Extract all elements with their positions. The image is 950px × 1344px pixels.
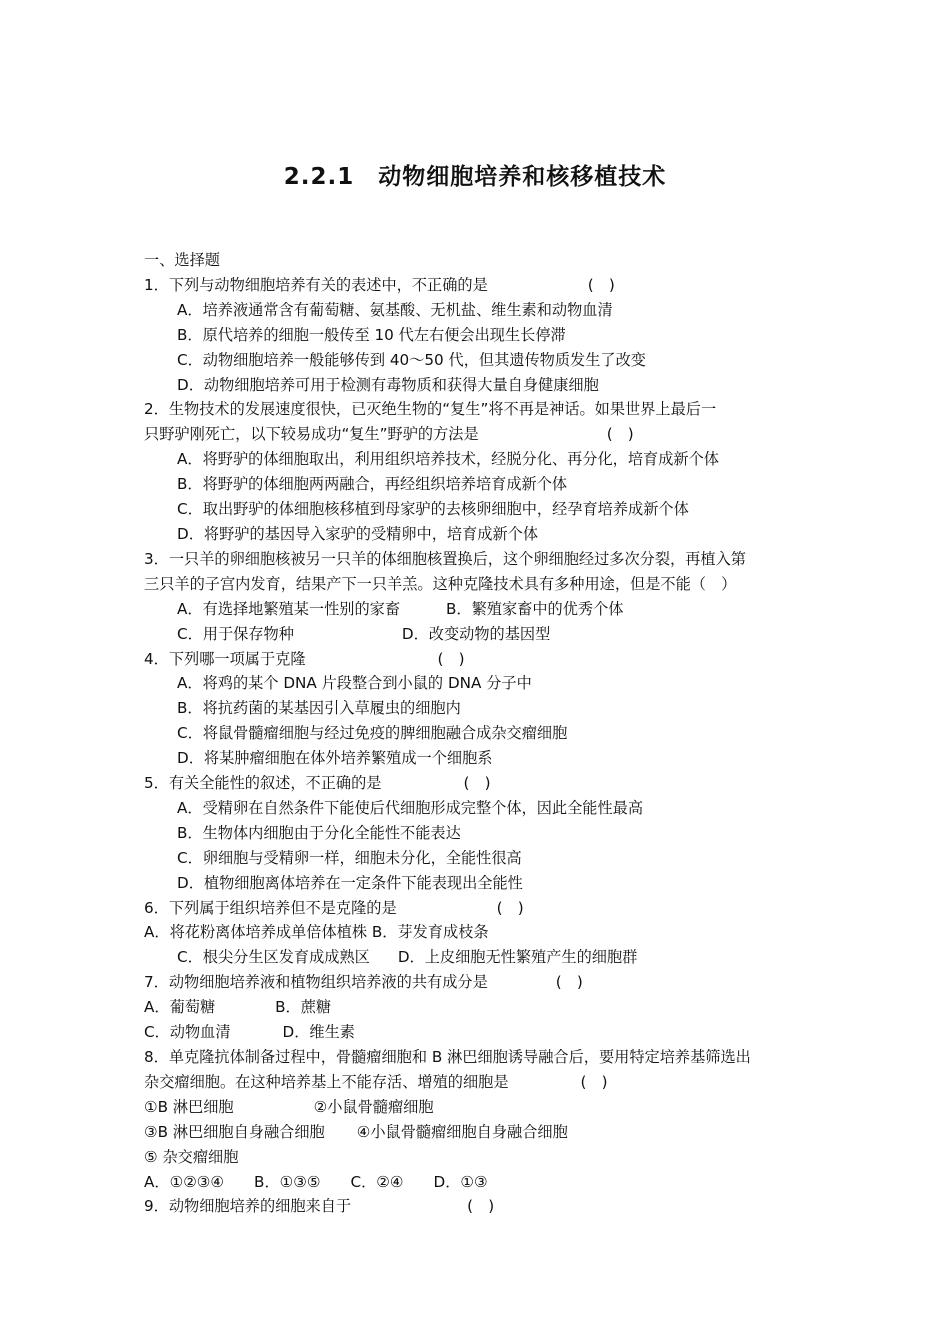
page-title: 2.2.1 动物细胞培养和核移植技术	[283, 164, 667, 190]
question-9-text: 9．动物细胞培养的细胞来自于	[144, 1197, 352, 1216]
option-c: C．动物血清	[144, 1023, 231, 1042]
option-b: B．繁殖家畜中的优秀个体	[446, 599, 624, 618]
question-6-stem	[144, 896, 824, 921]
answer-paren: ( )	[587, 275, 615, 294]
item-3: ③B 淋巴细胞自身融合细胞	[144, 1122, 325, 1141]
option-b: B．原代培养的细胞一般传至 10 代左右便会出现生长停滞	[177, 325, 566, 344]
item-4: ④小鼠骨髓瘤细胞自身融合细胞	[356, 1122, 568, 1141]
question-3-stem-line2: 三只羊的子宫内发育，结果产下一只羊羔。这种克隆技术具有多种用途，但是不能（ ）	[144, 574, 737, 593]
answer-paren: ( )	[463, 774, 491, 793]
items-12	[144, 1095, 824, 1120]
option-c: C．动物细胞培养一般能够传到 40～50 代，但其遗传物质发生了改变	[177, 350, 646, 369]
item-5: ⑤ 杂交瘤细胞	[144, 1147, 239, 1166]
option-a: A．受精卵在自然条件下能使后代细胞形成完整个体，因此全能性最高	[177, 798, 644, 817]
option-d: D．①③	[433, 1172, 488, 1191]
option-b: B．将抗药菌的某基因引入草履虫的细胞内	[177, 699, 461, 718]
answer-paren: ( )	[437, 649, 465, 668]
question-4-text: 4．下列哪一项属于克隆	[144, 649, 306, 668]
option-a: A．有选择地繁殖某一性别的家畜	[177, 599, 401, 618]
option-a: A．①②③④	[144, 1172, 225, 1191]
question-6-text: 6．下列属于组织培养但不是克隆的是	[144, 898, 397, 917]
question-1-stem	[144, 273, 824, 298]
question-3-stem-line1: 3．一只羊的卵细胞核被另一只羊的体细胞核置换后，这个卵细胞经过多次分裂，再植入第	[144, 549, 746, 568]
question-9-stem	[144, 1194, 824, 1219]
option-a: A．葡萄糖	[144, 998, 216, 1017]
options-cd	[144, 945, 824, 970]
option-c: C．将鼠骨髓瘤细胞与经过免疫的脾细胞融合成杂交瘤细胞	[177, 724, 568, 743]
option-d: D．上皮细胞无性繁殖产生的细胞群	[397, 948, 638, 967]
question-2-stem-line2	[144, 422, 824, 447]
options-cd	[144, 1020, 824, 1045]
answer-paren: ( )	[606, 425, 634, 444]
option-c: C．②④	[350, 1172, 404, 1191]
option-d: D．动物细胞培养可用于检测有毒物质和获得大量自身健康细胞	[177, 375, 599, 394]
question-1-text: 1．下列与动物细胞培养有关的表述中，不正确的是	[144, 275, 488, 294]
option-b: B．蔗糖	[275, 998, 332, 1017]
options-ab	[144, 597, 824, 622]
options-cd	[144, 622, 824, 647]
section-heading: 一、选择题	[144, 251, 220, 269]
question-8-stem-line1: 8．单克隆抗体制备过程中，骨髓瘤细胞和 B 淋巴细胞诱导融合后，要用特定培养基筛选出	[144, 1048, 751, 1066]
options-ab: A．将花粉离体培养成单倍体植株 B．芽发育成枝条	[144, 923, 489, 942]
item-1: ①B 淋巴细胞	[144, 1097, 234, 1116]
answer-paren: ( )	[467, 1197, 495, 1216]
option-c: C．取出野驴的体细胞核移植到母家驴的去核卵细胞中，经孕育培养成新个体	[177, 500, 689, 519]
option-b: B．①③⑤	[254, 1172, 321, 1191]
item-2: ②小鼠骨髓瘤细胞	[313, 1097, 434, 1116]
option-c: C．卵细胞与受精卵一样，细胞未分化，全能性很高	[177, 848, 522, 867]
option-a: A．将野驴的体细胞取出，利用组织培养技术，经脱分化、再分化，培育成新个体	[177, 450, 719, 469]
items-34	[144, 1120, 824, 1145]
question-4-stem	[144, 647, 824, 672]
options-abcd	[144, 1170, 824, 1195]
option-d: D．改变动物的基因型	[401, 624, 551, 643]
option-a: A．将鸡的某个 DNA 片段整合到小鼠的 DNA 分子中	[177, 674, 532, 693]
question-5-stem	[144, 771, 824, 796]
option-d: D．将某肿瘤细胞在体外培养繁殖成一个细胞系	[177, 749, 493, 768]
answer-paren: ( )	[555, 973, 583, 992]
option-a: A．培养液通常含有葡萄糖、氨基酸、无机盐、维生素和动物血清	[177, 300, 613, 319]
option-c: C．根尖分生区发育成成熟区	[177, 948, 370, 967]
answer-paren: ( )	[496, 898, 524, 917]
question-8-text: 杂交瘤细胞。在这种培养基上不能存活、增殖的细胞是	[144, 1072, 509, 1091]
question-5-text: 5．有关全能性的叙述，不正确的是	[144, 774, 382, 793]
option-c: C．用于保存物种	[177, 624, 294, 643]
question-8-stem-line2	[144, 1070, 824, 1095]
question-2-text: 只野驴刚死亡，以下较易成功“复生”野驴的方法是	[144, 425, 479, 444]
answer-paren: ( )	[580, 1072, 608, 1091]
option-d: D．植物细胞离体培养在一定条件下能表现出全能性	[177, 873, 523, 892]
option-b: B．将野驴的体细胞两两融合，再经组织培养培育成新个体	[177, 475, 568, 494]
options-ab	[144, 995, 824, 1020]
question-7-text: 7．动物细胞培养液和植物组织培养液的共有成分是	[144, 973, 488, 992]
option-d: D．将野驴的基因导入家驴的受精卵中，培育成新个体	[177, 524, 539, 543]
question-list	[144, 248, 824, 1219]
question-2-stem-line1: 2．生物技术的发展速度很快，已灭绝生物的“复生”将不再是神话。如果世界上最后一	[144, 400, 717, 419]
option-b: B．生物体内细胞由于分化全能性不能表达	[177, 823, 461, 842]
question-7-stem	[144, 970, 824, 995]
option-d: D．维生素	[282, 1023, 355, 1042]
